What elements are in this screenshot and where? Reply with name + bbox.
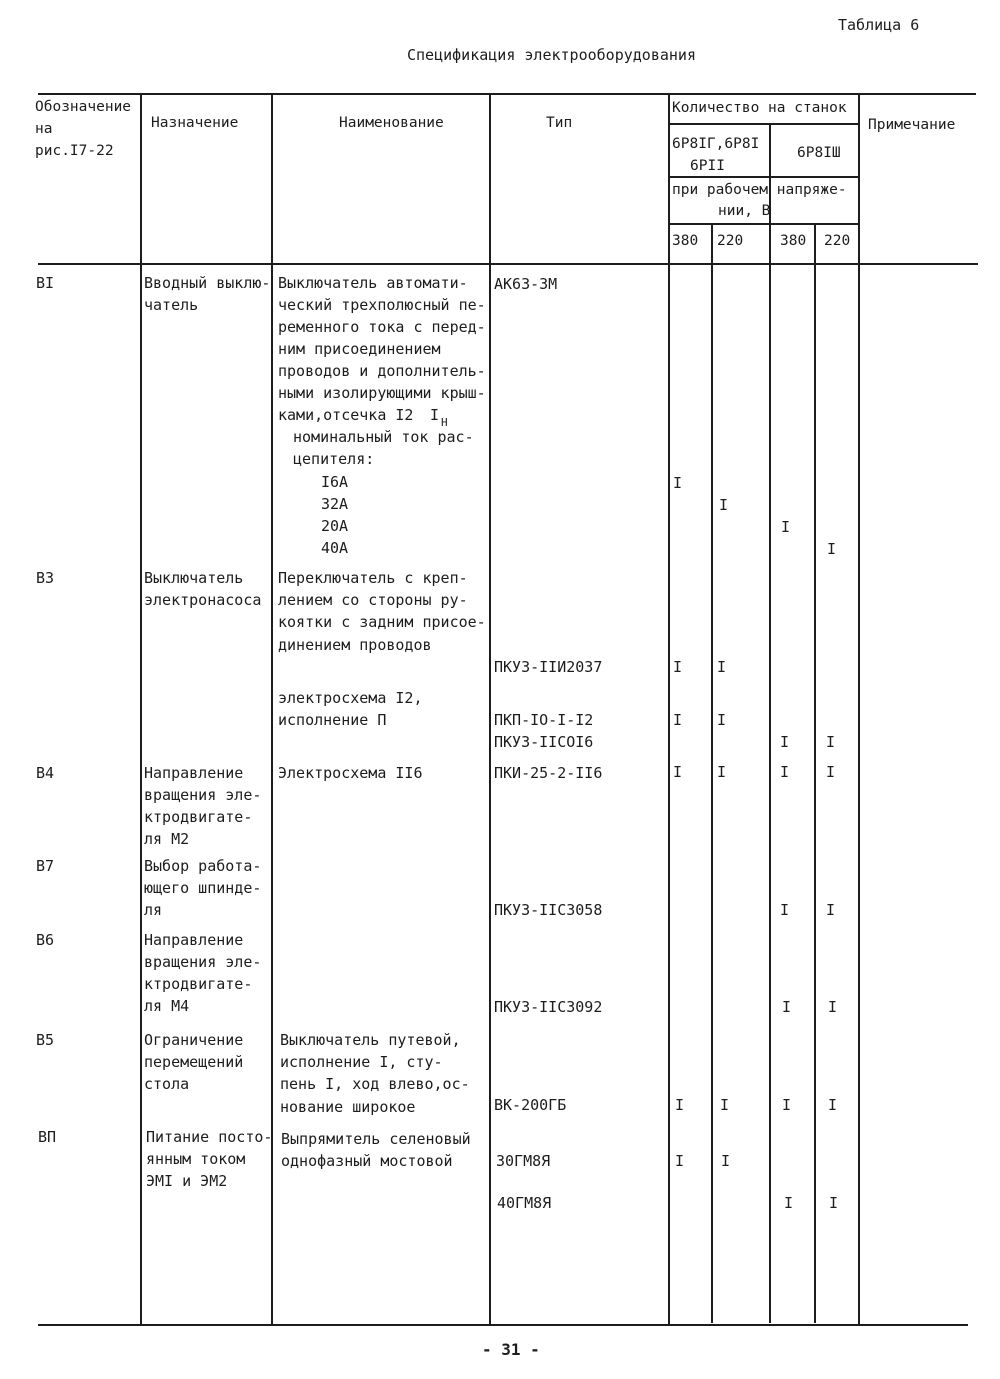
row-b6-type: ПКУЗ-IIС3092	[494, 998, 603, 1016]
col-line-3	[489, 93, 491, 1325]
row-bi-current-16a: I6A	[321, 473, 349, 491]
row-b4-purpose-l3: ктродвигате-	[144, 808, 253, 826]
col-line-4	[668, 93, 670, 1325]
row-b7-mark-b380: I	[780, 901, 790, 919]
row-b4-mark-b380: I	[780, 763, 790, 781]
col-voltage-l2: нии, В	[718, 203, 771, 219]
row-b6-purpose-l4: ля М4	[144, 997, 190, 1015]
row-vp-type-2: 40ГМ8Я	[497, 1194, 552, 1212]
table-title: Спецификация электрооборудования	[407, 46, 696, 64]
row-b5-type: ВК-200ГБ	[494, 1096, 567, 1114]
row-bi-name-l8: номинальный ток рас-	[293, 428, 474, 446]
row-b4-mark-b220: I	[826, 763, 836, 781]
col-v-b380: 380	[780, 233, 807, 249]
col-line-6	[769, 123, 771, 1323]
row-b6-purpose-l1: Направление	[144, 931, 244, 949]
row-bi-type: АК63-3М	[494, 275, 558, 293]
row-b5-name-l1: Выключатель путевой,	[280, 1031, 461, 1049]
row-b6-purpose-l2: вращения эле-	[144, 953, 262, 971]
col-group-b: 6Р8IШ	[797, 145, 841, 161]
row-b5-purpose-l1: Ограничение	[144, 1031, 244, 1049]
row-bi-mark-a380: I	[673, 474, 683, 492]
row-b3-name-l3: коятки с задним присое-	[278, 613, 486, 631]
row-b3-mark-2a: I	[673, 711, 683, 729]
voltage-divider	[669, 223, 859, 225]
row-b3-name-l1: Переключатель с креп-	[278, 569, 468, 587]
table-label: Таблица 6	[838, 16, 920, 34]
row-b3-type-1: ПКУЗ-IIИ2037	[494, 658, 603, 676]
col-note: Примечание	[868, 117, 956, 133]
col-designation-l3: рис.I7-22	[35, 143, 114, 159]
row-vp-mark-a380: I	[675, 1152, 685, 1170]
row-vp-purpose-l2: янным током	[146, 1150, 246, 1168]
col-line-7	[814, 223, 816, 1323]
row-bi-purpose-l2: чатель	[144, 296, 199, 314]
row-b4-type: ПКИ-25-2-II6	[494, 764, 603, 782]
row-b4-purpose-l2: вращения эле-	[144, 786, 262, 804]
row-bi-name-l6: ными изолирующими крыш-	[278, 384, 486, 402]
row-bi-mark-b380: I	[781, 518, 791, 536]
row-b3-name2-l1: электросхема I2,	[278, 689, 423, 707]
row-bi-purpose-l1: Вводный выклю-	[144, 274, 271, 292]
row-b5-purpose-l3: стола	[144, 1075, 190, 1093]
row-bi-name-l4: ним присоединением	[278, 340, 441, 358]
row-b3-name2-l2: исполнение П	[278, 711, 387, 729]
row-vp-name-l2: однофазный мостовой	[281, 1152, 453, 1170]
row-b3-purpose-l1: Выключатель	[144, 569, 244, 587]
row-b6-mark-b380: I	[782, 998, 792, 1016]
row-b6-mark-b220: I	[828, 998, 838, 1016]
row-vp-purpose-l3: ЭМI и ЭМ2	[146, 1172, 228, 1190]
row-vp-mark-a220: I	[721, 1152, 731, 1170]
row-bi-current-32a: 32A	[321, 495, 349, 513]
row-b7-type: ПКУЗ-IIС3058	[494, 901, 603, 919]
col-group-a-l2: 6РII	[690, 158, 725, 174]
row-b7-purpose-l2: ющего шпинде-	[144, 879, 262, 897]
row-bi-name-l3: ременного тока с перед-	[278, 318, 486, 336]
row-bi-name-l5: проводов и дополнитель-	[278, 362, 486, 380]
row-b4-mark-a380: I	[673, 763, 683, 781]
col-line-5	[711, 223, 713, 1323]
row-b7-mark-b220: I	[826, 901, 836, 919]
row-b5-designation: B5	[36, 1031, 55, 1049]
row-b3-mark-1b: I	[717, 658, 727, 676]
row-b5-mark-a220: I	[720, 1096, 730, 1114]
row-bi-current-40a: 40A	[321, 539, 349, 557]
col-v-b220: 220	[824, 233, 851, 249]
col-designation-l1: Обозначение	[35, 99, 132, 115]
row-bi-current-symbol: I	[430, 406, 440, 424]
row-b3-mark-1a: I	[673, 658, 683, 676]
quantity-divider	[669, 123, 859, 125]
row-b3-purpose-l2: электронасоса	[144, 591, 262, 609]
col-group-a-l1: 6Р8IГ,6Р8I	[672, 136, 760, 152]
row-bi-mark-b220: I	[827, 540, 837, 558]
col-voltage-l1: при рабочем напряже-	[672, 182, 847, 198]
row-b6-purpose-l3: ктродвигате-	[144, 975, 253, 993]
row-vp-name-l1: Выпрямитель селеновый	[281, 1130, 471, 1148]
row-b4-purpose-l4: ля М2	[144, 830, 190, 848]
row-b5-purpose-l2: перемещений	[144, 1053, 244, 1071]
row-bi-name-l1: Выключатель автомати-	[278, 274, 468, 292]
row-b5-mark-b220: I	[828, 1096, 838, 1114]
row-vp-purpose-l1: Питание посто-	[146, 1128, 273, 1146]
row-b4-name: Электросхема II6	[278, 764, 423, 782]
row-b4-designation: B4	[36, 764, 55, 782]
col-line-1	[140, 93, 142, 1325]
row-b5-mark-a380: I	[675, 1096, 685, 1114]
col-v-a380: 380	[672, 233, 699, 249]
row-vp-mark-b220: I	[829, 1194, 839, 1212]
table-bottom-line	[38, 1324, 968, 1326]
col-type: Тип	[546, 115, 573, 131]
row-b7-purpose-l1: Выбор работа-	[144, 857, 262, 875]
row-b4-mark-a220: I	[717, 763, 727, 781]
row-b5-mark-b380: I	[782, 1096, 792, 1114]
col-line-8	[858, 93, 860, 1325]
row-bi-designation: BI	[36, 274, 55, 292]
row-b3-name-l2: лением со стороны ру-	[278, 591, 468, 609]
row-bi-name-l9: цепителя:	[293, 450, 375, 468]
row-b4-purpose-l1: Направление	[144, 764, 244, 782]
row-b3-mark-2b: I	[717, 711, 727, 729]
row-b3-name-l4: динением проводов	[278, 636, 432, 654]
header-top-line	[38, 93, 976, 95]
row-b3-type-2: ПКП-IО-I-I2	[494, 711, 594, 729]
row-b3-mark-3b: I	[826, 733, 836, 751]
row-b3-designation: B3	[36, 569, 55, 587]
row-b7-designation: B7	[36, 857, 55, 875]
row-bi-current-20a: 20A	[321, 517, 349, 535]
row-bi-name-l2: ческий трехполюсный пе-	[278, 296, 486, 314]
row-b3-mark-3a: I	[780, 733, 790, 751]
row-vp-mark-b380: I	[784, 1194, 794, 1212]
row-b5-name-l4: нование широкое	[280, 1098, 416, 1116]
col-quantity: Количество на станок	[672, 100, 847, 116]
row-b3-type-3: ПКУЗ-IIСОI6	[494, 733, 594, 751]
page-number: - 31 -	[482, 1340, 540, 1359]
header-bottom-line	[38, 263, 978, 265]
row-b5-name-l2: исполнение I, сту-	[280, 1053, 443, 1071]
row-vp-designation: ВП	[38, 1128, 57, 1146]
col-name: Наименование	[339, 115, 444, 131]
row-bi-current-subscript: H	[441, 416, 448, 429]
row-vp-type-1: 30ГМ8Я	[496, 1152, 551, 1170]
row-bi-name-l7: ками,отсечка I2	[278, 406, 414, 424]
col-purpose: Назначение	[151, 115, 239, 131]
row-b5-name-l3: пень I, ход влево,ос-	[280, 1075, 470, 1093]
row-bi-mark-a220: I	[719, 496, 729, 514]
row-b7-purpose-l3: ля	[144, 901, 163, 919]
col-designation-l2: на	[35, 121, 53, 137]
row-b6-designation: B6	[36, 931, 55, 949]
col-v-a220: 220	[717, 233, 744, 249]
